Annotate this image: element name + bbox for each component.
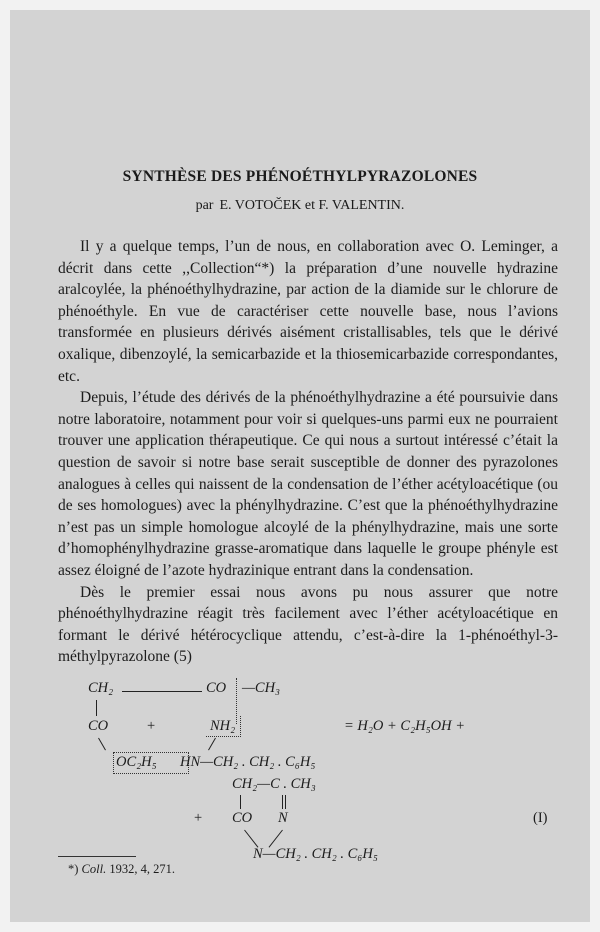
formula-oc2h5: OC₂H₅ [116,754,157,770]
bond-ring-diag-right [269,830,283,848]
paragraph-3: Dès le premier essai nous avons pu nous assurer que notre phénoéthylhydrazine réagit très facilement avec l’éther acétyloacétique en formant le dérivé hétérocyclique attendu, c’est-à-dire la 1-phénoéthyl-3-méthylpyrazolone (5) [58,583,558,666]
formula-hn-chain: HN—CH₂ . CH₂ . C₆H₅ [180,754,316,770]
authors-prefix: par [195,198,214,213]
formula-nh2: NH₂ [210,718,236,734]
bond-diag-right [208,738,216,751]
formula-ring-top: CH₂—C . CH₃ [232,776,316,792]
article-title: SYNTHÈSE DES PHÉNOÉTHYLPYRAZOLONES [122,168,478,185]
bond-vertical [96,700,97,716]
plus-sign-1: + [147,718,156,734]
paragraph-2: Depuis, l’étude des dérivés de la phénoéthylhydrazine a été poursuivie dans notre laboratoire, notamment pour voir si quelques-uns parmi eux ne pourraient trouver une application thérapeutique. Ce qui nous a surtout intéressé c’était la question de savoir si notre base serait susceptible de donner des pyrazolones analogues à celles qui naissent de la condensation de l’éther acétyloacétique (ou de ses homologues) avec la phénylhydrazine. C’est que la phénoéthylhydrazine n’est pas un simple homologue alcoylé de la phénylhydrazine, mais une sorte d’homophénylhydrazine grasse-aromatique dans laquelle le groupe phényle est assez éloigné de l’azote hydrazinique entrant dans la condensation. [58,389,558,579]
footnote-rule [58,856,136,857]
page [10,10,590,922]
formula-co-ring: CO [232,810,253,826]
footnote-reference: 1932, 4, 271. [109,862,175,876]
formula-n-ring: N [278,810,288,826]
footnote-journal: Coll. [81,862,107,876]
bond-ring-right-1 [282,795,283,809]
article-body [58,236,558,668]
authors-line [10,198,590,214]
paragraph-1: Il y a quelque temps, l’un de nous, en collaboration avec O. Leminger, a décrit dans cette ,,Collection“*) la préparation d’une nouvelle hydrazine aralcoylée, la phénoéthylhydrazine, par action de la diamide sur le chlorure de phénoéthyle. En vue de caractériser cette nouvelle base, nous l’avions transformée en plusieurs dérivés aisément cristallisables, tels que le dérivé oxalique, dibenzoylé, la semicarbazide et la thiosemicarbazide correspondantes, etc. [58,238,558,385]
reaction-products: = H₂O + C₂H₅OH + [344,718,466,734]
author-names: E. VOTOČEK et F. VALENTIN. [219,198,405,213]
plus-sign-2: + [194,810,203,826]
formula-n-chain: N—CH₂ . CH₂ . C₆H₅ [253,846,378,862]
formula-ch3: —CH₃ [242,680,281,696]
bond-ring-right-2 [285,795,286,809]
equation-number: (I) [533,810,548,826]
formula-ch2: CH₂ [88,680,114,696]
bond-line [122,691,202,692]
bond-ring-left [240,795,241,809]
bond-ring-diag-left [244,830,258,848]
formula-co-top: CO [206,680,227,696]
footnote [68,862,175,877]
dotted-box-leaving [113,752,189,774]
formula-co-left: CO [88,718,109,734]
bond-diag-left [98,738,106,751]
footnote-marker: *) [68,862,79,876]
dotted-box-nh2 [206,716,241,737]
